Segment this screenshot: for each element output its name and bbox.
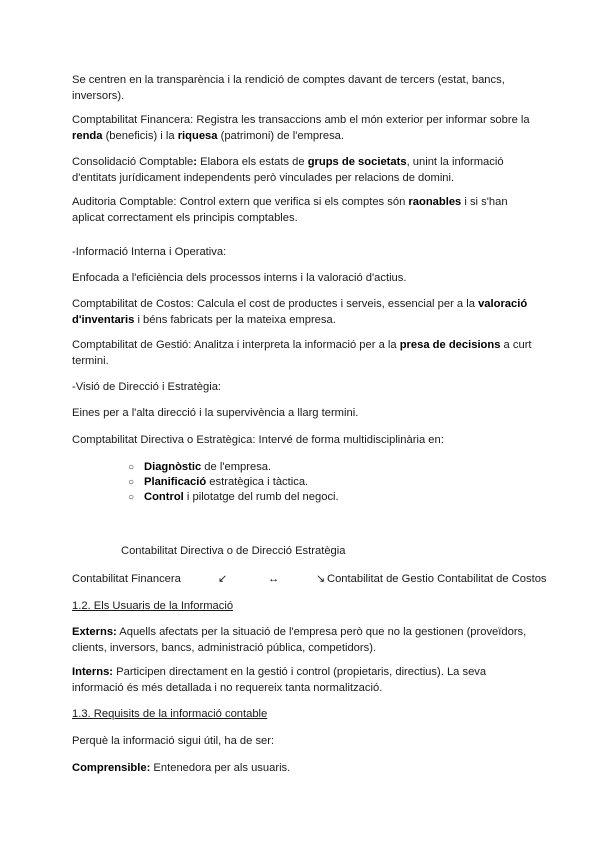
paragraph-internal-focus: Enfocada a l'eficiència dels processos interns i la valoració d'actius. <box>72 272 407 284</box>
paragraph-comprehensible: Comprensible: Entenedora per als usuaris. <box>72 762 291 774</box>
arrow-left-right-icon: ↔ <box>268 573 280 585</box>
heading-internal-info: -Informació Interna i Operativa: <box>72 246 227 258</box>
flow-left-label: Contabilitat Financera <box>72 573 181 585</box>
arrow-down-left-icon: ↙ <box>218 573 228 585</box>
paragraph-consolidation: Consolidació Comptable: Elabora els estats de grups de societats, unint la informació d'entitats jurídicament independents però vinculades per relacions de domini. <box>72 156 504 184</box>
flow-top-label: Contabilitat Directiva o de Direcció Estratègia <box>121 545 346 557</box>
arrow-down-right-icon: ↘ <box>316 573 326 585</box>
paragraph-external-users: Se centren en la transparència i la rendició de comptes davant de tercers (estat, bancs, inversors). <box>72 74 505 102</box>
list-item: ○ Diagnòstic de l'empresa. <box>128 461 272 473</box>
circle-bullet-icon: ○ <box>128 462 135 473</box>
circle-bullet-icon: ○ <box>128 492 135 503</box>
heading-direction-strategy: -Visió de Direcció i Estratègia: <box>72 381 222 393</box>
paragraph-audit: Auditoria Comptable: Control extern que verifica si els comptes són raonables i si s'han aplicat correctament els principis comptables. <box>72 196 508 224</box>
paragraph-requirements-intro: Perquè la informació sigui útil, ha de ser: <box>72 735 275 747</box>
paragraph-financial-accounting: Comptabilitat Financera: Registra les transaccions amb el món exterior per informar sobre la renda (beneficis) i la riquesa (patrimoni) de l'empresa. <box>72 114 530 142</box>
paragraph-management-accounting: Comptabilitat de Gestió: Analitza i interpreta la informació per a la presa de decisions a curt termini. <box>72 339 532 367</box>
list-item: ○ Planificació estratègica i tàctica. <box>128 476 309 488</box>
paragraph-strategic-accounting: Comptabilitat Directiva o Estratègica: Intervé de forma multidisciplinària en: <box>72 434 444 446</box>
paragraph-top-management: Eines per a l'alta direcció i la supervivència a llarg termini. <box>72 407 359 419</box>
section-heading-users: 1.2. Els Usuaris de la Informació <box>72 600 234 612</box>
circle-bullet-icon: ○ <box>128 477 135 488</box>
section-heading-requirements: 1.3. Requisits de la informació contable <box>72 708 268 720</box>
paragraph-cost-accounting: Comptabilitat de Costos: Calcula el cost de productes i serveis, essencial per a la valoració d'inventaris i béns fabricats per la mateixa empresa. <box>72 298 528 326</box>
paragraph-externs: Externs: Aquells afectats per la situació de l'empresa però que no la gestionen (proveïdors, clients, inversors, bancs, administració pública, competidors). <box>72 626 527 654</box>
flow-right-label: Contabilitat de Gestio Contabilitat de Costos <box>327 573 547 585</box>
bullet-list <box>128 460 339 505</box>
list-item: ○ Control i pilotatge del rumb del negoci. <box>128 491 339 503</box>
accounting-flow-diagram <box>72 571 552 587</box>
paragraph-interns: Interns: Participen directament en la gestió i control (propietaris, directius). La seva informació és més detallada i no requereix tanta normalització. <box>72 666 487 694</box>
